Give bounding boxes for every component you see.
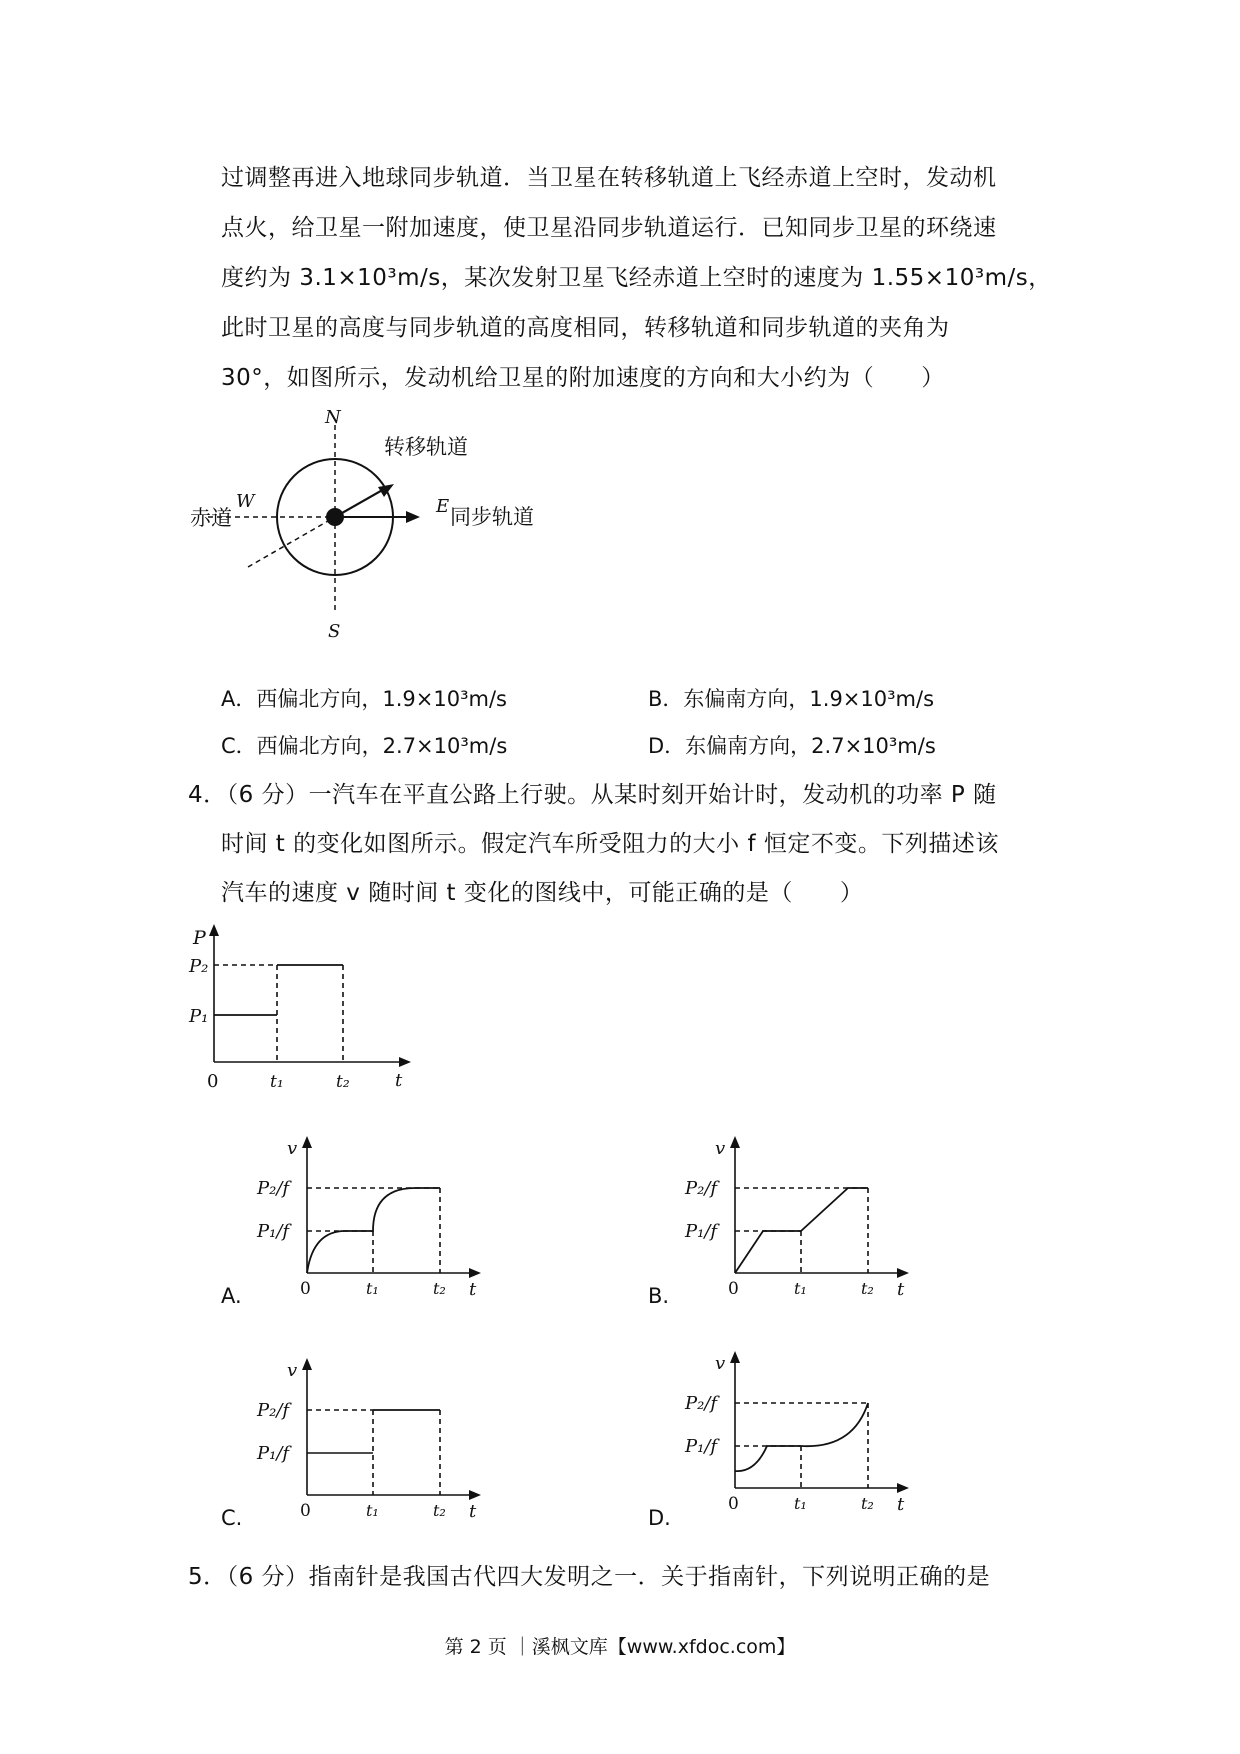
svg-text:t: t [469,1279,477,1300]
orbit-diagram [188,405,548,645]
q3-text-line-3: 度约为 3.1×10³m/s，某次发射卫星飞经赤道上空时的速度为 1.55×10³m/s， [221,265,1052,291]
svg-text:P₂/f: P₂/f [685,1178,718,1199]
svg-text:P₂/f: P₂/f [257,1400,290,1421]
q3-text-line-4: 此时卫星的高度与同步轨道的高度相同，转移轨道和同步轨道的夹角为 [221,315,950,341]
power-time-graph [185,920,425,1095]
svg-text:P₁/f: P₁/f [685,1221,718,1242]
q4-option-c-label[interactable]: C. [221,1506,243,1530]
svg-text:t₂: t₂ [433,1501,446,1520]
v-graph-c[interactable] [255,1352,495,1522]
equator-label: 赤道 [190,506,232,530]
svg-text:t: t [897,1279,905,1300]
svg-text:t₂: t₂ [861,1279,874,1298]
svg-text:0: 0 [728,1279,739,1299]
svg-text:0: 0 [300,1501,311,1521]
transfer-orbit-dashed [248,517,335,567]
v-graph-b[interactable] [683,1130,923,1300]
sync-orbit-label: 同步轨道 [450,505,534,529]
svg-text:t₁: t₁ [366,1501,379,1520]
transfer-orbit-label: 转移轨道 [384,435,468,459]
svg-text:v: v [715,1138,726,1159]
svg-text:t: t [469,1501,477,1522]
svg-text:P₂: P₂ [189,956,209,977]
q3-option-d[interactable]: D．东偏南方向，2.7×10³m/s [648,734,936,758]
q4-text-line-2: 时间 t 的变化如图所示。假定汽车所受阻力的大小 f 恒定不变。下列描述该 [221,831,999,857]
q4-option-d-label[interactable]: D. [648,1506,671,1530]
q5-text-line-1: 5．（6 分）指南针是我国古代四大发明之一．关于指南针，下列说明正确的是 [188,1564,991,1590]
satellite-dot [326,508,344,526]
svg-text:t₂: t₂ [433,1279,446,1298]
svg-text:v: v [287,1138,298,1159]
q3-option-c[interactable]: C．西偏北方向，2.7×10³m/s [221,734,508,758]
svg-text:v: v [715,1353,726,1374]
q3-text-line-1: 过调整再进入地球同步轨道．当卫星在转移轨道上飞经赤道上空时，发动机 [221,165,997,191]
svg-text:t₂: t₂ [861,1494,874,1513]
svg-text:t₂: t₂ [336,1072,350,1092]
svg-text:P₁: P₁ [189,1006,209,1027]
svg-text:P: P [193,927,206,949]
north-label: N [325,407,341,428]
q3-option-b[interactable]: B．东偏南方向，1.9×10³m/s [648,687,935,711]
svg-text:P₂/f: P₂/f [257,1178,290,1199]
west-label: W [236,491,255,512]
svg-text:t₁: t₁ [794,1494,807,1513]
svg-text:0: 0 [300,1279,311,1299]
svg-text:0: 0 [728,1494,739,1514]
svg-text:t: t [395,1070,403,1091]
q3-text-line-2: 点火，给卫星一附加速度，使卫星沿同步轨道运行．已知同步卫星的环绕速 [221,215,997,241]
svg-text:t₁: t₁ [270,1072,284,1092]
svg-text:t₁: t₁ [366,1279,379,1298]
q4-option-b-label[interactable]: B. [648,1284,670,1308]
q4-text-line-1: 4．（6 分）一汽车在平直公路上行驶。从某时刻开始计时，发动机的功率 P 随 [188,782,997,808]
south-label: S [328,621,341,642]
svg-text:t: t [897,1494,905,1515]
svg-text:P₁/f: P₁/f [257,1443,290,1464]
v-graph-a[interactable] [255,1130,495,1300]
v-graph-d[interactable] [683,1345,923,1515]
q4-option-a-label[interactable]: A. [221,1284,242,1308]
svg-text:P₁/f: P₁/f [685,1436,718,1457]
svg-text:v: v [287,1360,298,1381]
svg-text:P₁/f: P₁/f [257,1221,290,1242]
svg-text:t₁: t₁ [794,1279,807,1298]
east-label: E [436,496,450,517]
q3-text-line-5: 30°，如图所示，发动机给卫星的附加速度的方向和大小约为（ ） [221,365,945,391]
page-footer: 第 2 页 ｜溪枫文库【www.xfdoc.com】 [444,1636,796,1658]
q4-text-line-3: 汽车的速度 v 随时间 t 变化的图线中，可能正确的是（ ） [221,880,864,906]
svg-text:P₂/f: P₂/f [685,1393,718,1414]
q3-option-a[interactable]: A．西偏北方向，1.9×10³m/s [221,687,507,711]
svg-text:0: 0 [207,1071,219,1092]
